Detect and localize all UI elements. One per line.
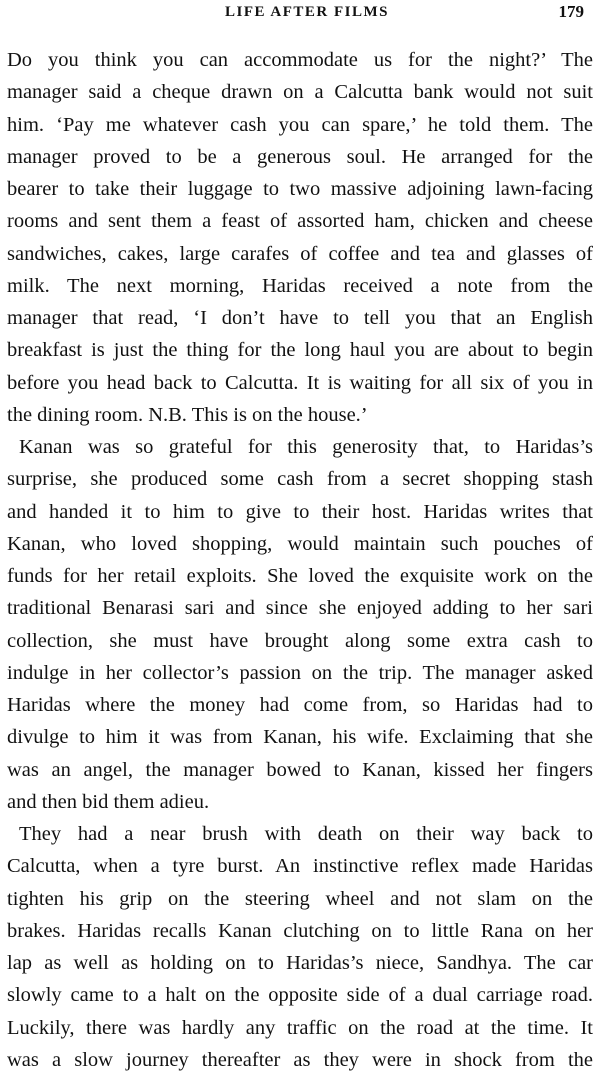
- text-line: tighten his grip on the steering wheel and not slam on the: [7, 887, 593, 910]
- text-line: rooms and sent them a feast of assorted ham, chicken and cheese: [7, 210, 593, 233]
- text-line: manager that read, ‘I don’t have to tell you that an English: [7, 307, 593, 329]
- text-line: and then bid them adieu.: [7, 790, 210, 813]
- text-line: was an angel, the manager bowed to Kanan, kissed her fingers: [7, 758, 593, 781]
- text-line: divulge to him it was from Kanan, his wife. Exclaiming that she: [7, 726, 593, 749]
- text-line: and handed it to him to give to their host. Haridas writes that: [7, 500, 593, 523]
- text-line: slowly came to a halt on the opposite side of a dual carriage road.: [7, 984, 593, 1007]
- text-line: was a slow journey thereafter as they were in shock from the: [7, 1048, 593, 1071]
- page-number: 179: [558, 2, 584, 21]
- text-line: Kanan was so grateful for this generosity that, to Haridas’s: [19, 436, 593, 458]
- text-line: manager said a cheque drawn on a Calcutta bank would not suit: [7, 81, 593, 104]
- text-line: indulge in her collector’s passion on the trip. The manager asked: [7, 661, 593, 684]
- text-line: manager proved to be a generous soul. He arranged for the: [7, 145, 593, 168]
- text-line: surprise, she produced some cash from a secret shopping stash: [7, 468, 593, 491]
- text-line: sandwiches, cakes, large carafes of coffee and tea and glasses of: [7, 242, 593, 265]
- text-line: They had a near brush with death on their way back to: [19, 823, 593, 845]
- running-title: LIFE AFTER FILMS: [225, 4, 390, 20]
- text-line: Do you think you can accommodate us for the night?’ The: [7, 49, 593, 71]
- body-text: [7, 44, 593, 1071]
- text-line: Kanan, who loved shopping, would maintain such pouches of: [7, 532, 593, 555]
- text-line: funds for her retail exploits. She loved the exquisite work on the: [7, 565, 593, 587]
- text-line: bearer to take their luggage to two massive adjoining lawn-facing: [7, 178, 593, 200]
- text-line: brakes. Haridas recalls Kanan clutching on to little Rana on her: [7, 919, 593, 942]
- paragraph: [7, 44, 593, 431]
- text-line: collection, she must have brought along some extra cash to: [7, 629, 593, 652]
- text-line: milk. The next morning, Haridas received a note from the: [7, 274, 593, 297]
- running-header: [0, 2, 600, 26]
- text-line: lap as well as holding on to Haridas’s niece, Sandhya. The car: [7, 952, 593, 974]
- text-line: traditional Benarasi sari and since she enjoyed adding to her sari: [7, 597, 593, 620]
- text-line: breakfast is just the thing for the long haul you are about to begin: [7, 339, 593, 362]
- text-line: Calcutta, when a tyre burst. An instinctive reflex made Haridas: [7, 855, 593, 878]
- text-line: the dining room. N.B. This is on the house.’: [7, 403, 368, 426]
- paragraph: [7, 431, 593, 818]
- text-line: before you head back to Calcutta. It is waiting for all six of you in: [7, 371, 593, 394]
- text-line: him. ‘Pay me whatever cash you can spare,’ he told them. The: [7, 113, 593, 136]
- text-line: Luckily, there was hardly any traffic on the road at the time. It: [7, 1016, 593, 1039]
- paragraph: [7, 818, 593, 1076]
- text-line: Haridas where the money had come from, so Haridas had to: [7, 694, 593, 716]
